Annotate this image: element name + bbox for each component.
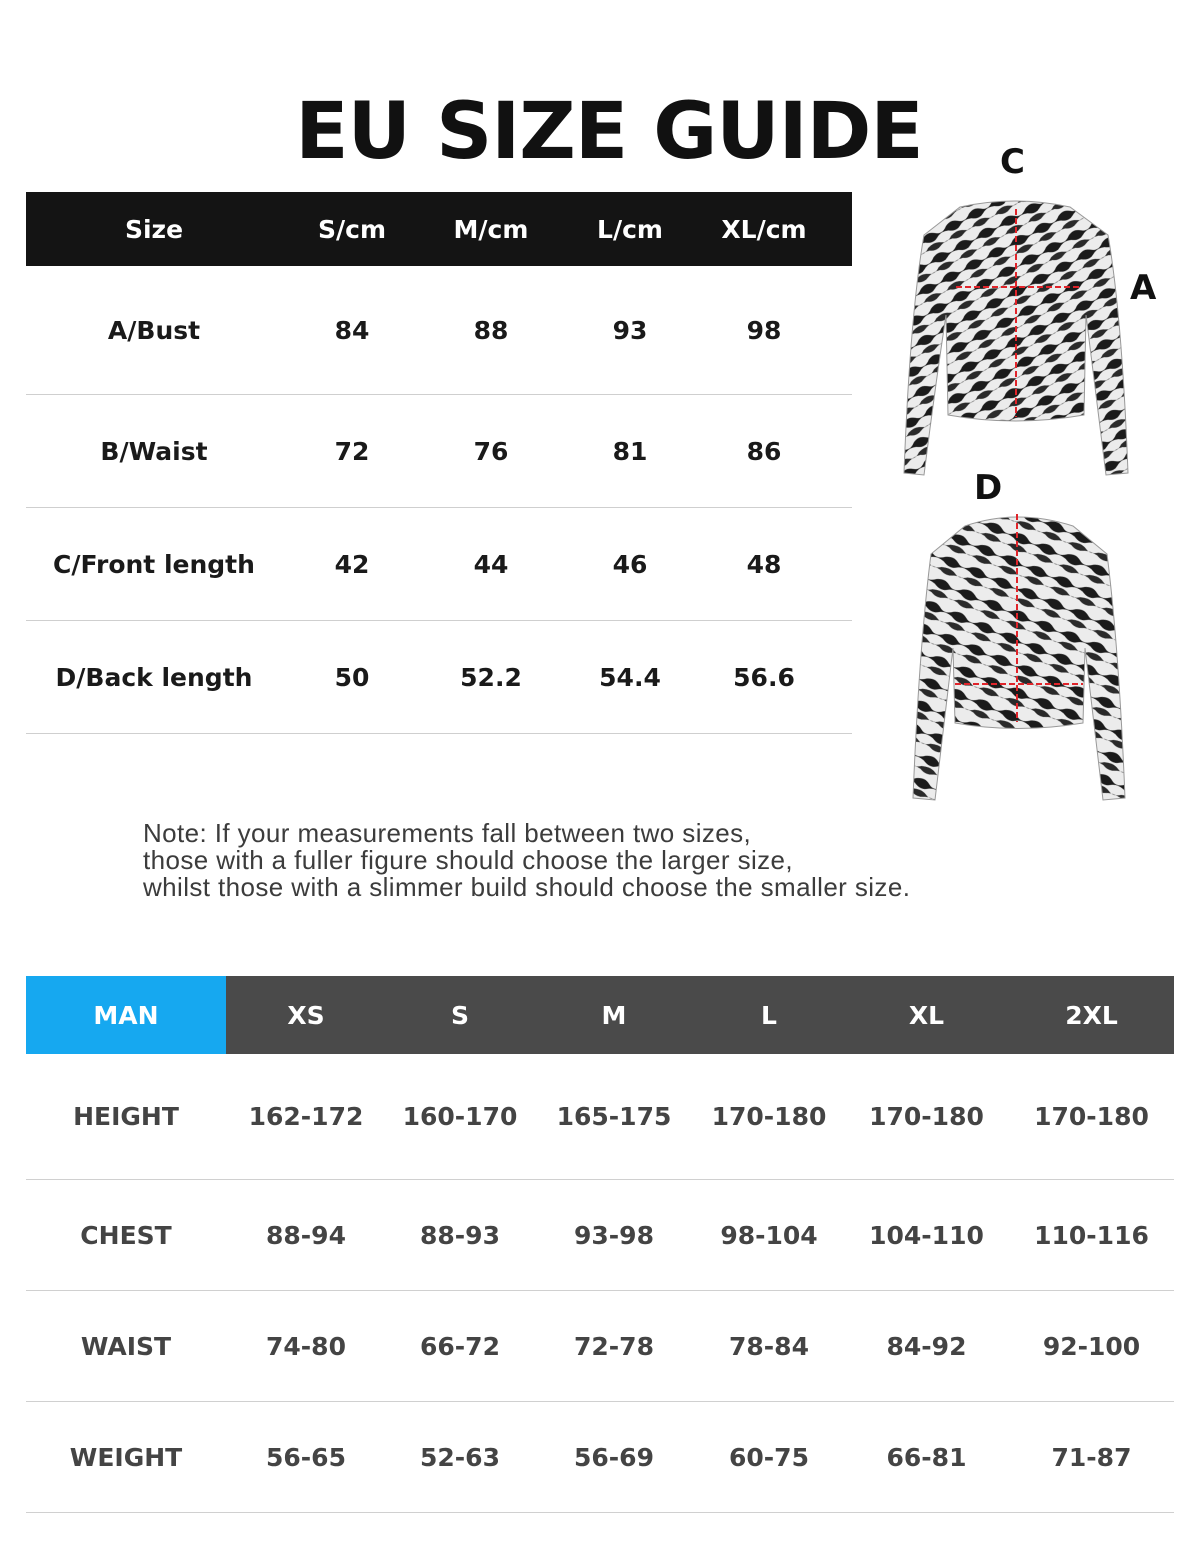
- page-title: EU SIZE GUIDE: [295, 87, 923, 177]
- row-label: WAIST: [80, 1331, 172, 1361]
- man-header-cell: MAN: [26, 976, 226, 1054]
- table-cell: 72-78: [574, 1331, 654, 1361]
- table-cell: 92-100: [1042, 1331, 1141, 1361]
- table-cell: 165-175: [556, 1102, 672, 1131]
- table-cell: 44: [473, 549, 509, 579]
- table-cell: 60-75: [729, 1442, 809, 1472]
- eu-header-cell: L/cm: [597, 214, 663, 244]
- table-cell: 81: [612, 436, 648, 466]
- measure-label-c: C: [1000, 142, 1025, 182]
- man-header-cell: XS: [287, 1000, 325, 1030]
- man-header-cell: M: [601, 1000, 627, 1030]
- table-cell: 56-69: [574, 1442, 654, 1472]
- table-cell: 72: [334, 436, 370, 466]
- row-label: B/Waist: [100, 436, 208, 466]
- man-header-cell: XL: [908, 1000, 945, 1030]
- man-header-cell: S: [450, 1000, 469, 1030]
- table-row: [26, 1180, 1174, 1291]
- table-cell: 170-180: [1034, 1102, 1149, 1131]
- eu-table-header: [26, 192, 852, 266]
- table-cell: 104-110: [869, 1220, 984, 1250]
- table-cell: 93-98: [574, 1220, 654, 1250]
- table-cell: 98: [746, 315, 782, 345]
- table-row: [26, 1402, 1174, 1513]
- table-cell: 52-63: [420, 1442, 500, 1472]
- table-cell: 84-92: [886, 1331, 967, 1361]
- row-label: D/Back length: [55, 662, 253, 692]
- eu-header-cell: Size: [124, 214, 184, 244]
- table-row: [26, 508, 852, 621]
- table-cell: 66-72: [420, 1331, 500, 1361]
- table-cell: 66-81: [886, 1442, 967, 1472]
- row-label: CHEST: [80, 1220, 172, 1250]
- eu-size-table: [26, 192, 852, 734]
- size-note: [143, 820, 1103, 901]
- table-cell: 88-93: [420, 1220, 500, 1250]
- row-label: WEIGHT: [69, 1442, 183, 1472]
- table-row: [26, 395, 852, 508]
- note-line: those with a fuller figure should choose the larger size,: [143, 845, 794, 875]
- man-header-cell: 2XL: [1065, 1000, 1118, 1030]
- table-row: [26, 266, 852, 395]
- note-line: Note: If your measurements fall between two sizes,: [143, 818, 752, 848]
- jersey-front-image: [900, 195, 1140, 480]
- jersey-back-image: [905, 508, 1135, 803]
- table-row: [26, 621, 852, 734]
- row-label: C/Front length: [53, 549, 255, 579]
- row-label: A/Bust: [107, 315, 201, 345]
- table-cell: 110-116: [1034, 1220, 1149, 1250]
- table-cell: 42: [334, 549, 370, 579]
- table-row: [26, 1054, 1174, 1180]
- table-cell: 74-80: [266, 1331, 346, 1361]
- man-header-cell: L: [761, 1000, 777, 1030]
- table-cell: 93: [612, 315, 648, 345]
- eu-header-cell: S/cm: [317, 214, 386, 244]
- table-cell: 170-180: [869, 1102, 984, 1131]
- man-size-table: [26, 976, 1174, 1513]
- measure-label-a: A: [1130, 268, 1157, 308]
- table-cell: 46: [612, 549, 648, 579]
- table-cell: 170-180: [711, 1102, 827, 1131]
- measure-label-d: D: [974, 468, 1003, 508]
- eu-header-cell: M/cm: [453, 214, 529, 244]
- table-cell: 98-104: [720, 1220, 818, 1250]
- table-cell: 88: [473, 315, 509, 345]
- table-cell: 84: [334, 315, 370, 345]
- table-cell: 50: [334, 662, 370, 692]
- note-line: whilst those with a slimmer build should choose the smaller size.: [143, 872, 911, 902]
- table-cell: 160-170: [402, 1102, 518, 1131]
- table-row: [26, 1291, 1174, 1402]
- table-cell: 86: [746, 436, 782, 466]
- eu-header-cell: XL/cm: [721, 214, 807, 244]
- table-cell: 76: [473, 436, 509, 466]
- table-cell: 54.4: [599, 662, 661, 692]
- table-cell: 162-172: [248, 1102, 364, 1131]
- table-cell: 56.6: [733, 662, 795, 692]
- man-table-header: [26, 976, 1174, 1054]
- table-cell: 88-94: [266, 1220, 346, 1250]
- table-cell: 48: [746, 549, 782, 579]
- table-cell: 52.2: [460, 662, 522, 692]
- table-cell: 71-87: [1051, 1442, 1132, 1472]
- row-label: HEIGHT: [73, 1102, 179, 1131]
- table-cell: 56-65: [266, 1442, 346, 1472]
- table-cell: 78-84: [729, 1331, 809, 1361]
